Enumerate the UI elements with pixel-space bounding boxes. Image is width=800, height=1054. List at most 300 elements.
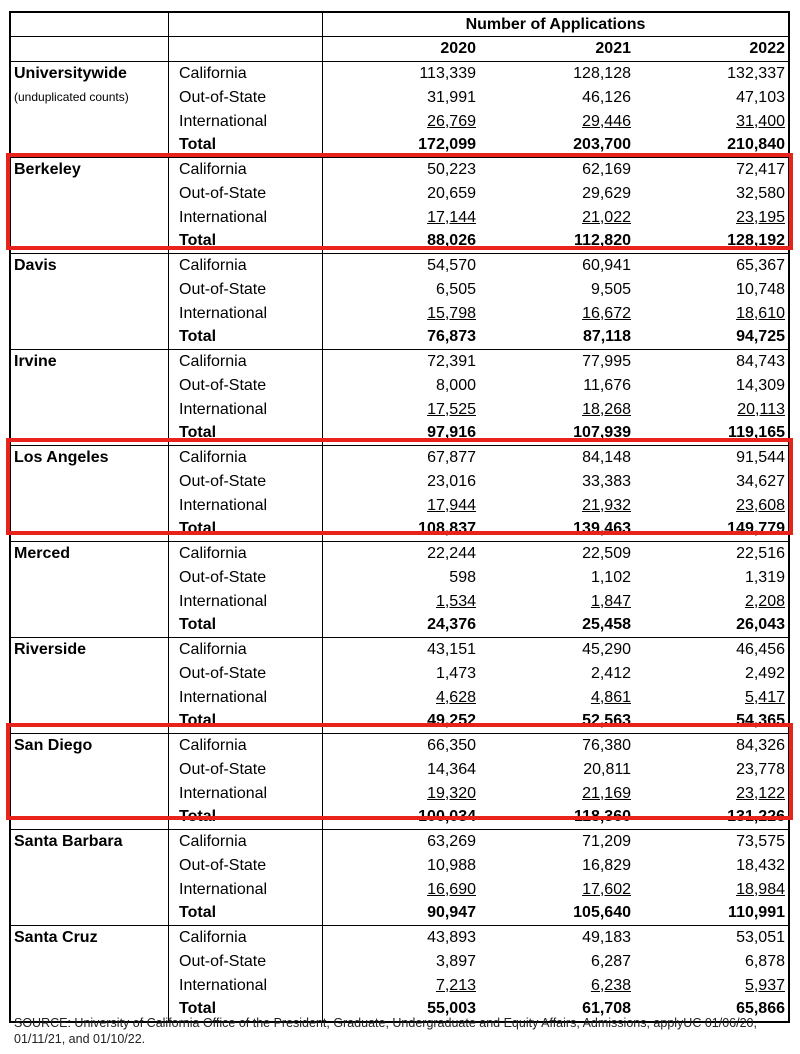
value-cell xyxy=(478,374,633,398)
value-text: 21,022 xyxy=(582,208,631,226)
campus-group xyxy=(11,638,788,734)
value-text: 128,128 xyxy=(573,65,631,82)
value-text: 65,866 xyxy=(736,1000,785,1018)
category-label: Out-of-State xyxy=(169,662,323,686)
table-row xyxy=(11,86,788,110)
value-cell xyxy=(478,158,633,182)
value-text: 7,213 xyxy=(435,976,476,994)
category-label: International xyxy=(169,110,323,134)
value-cell xyxy=(323,590,478,614)
value-cell xyxy=(323,158,478,182)
campus-cell-empty xyxy=(11,325,169,349)
value-cell xyxy=(323,62,478,86)
value-text: 43,151 xyxy=(427,641,476,658)
value-cell xyxy=(478,62,633,86)
table-row xyxy=(11,782,788,806)
value-text: 10,748 xyxy=(736,280,785,298)
campus-cell-empty xyxy=(11,229,169,253)
value-text: 63,269 xyxy=(427,833,476,850)
campus-cell-empty xyxy=(11,758,169,782)
campus-name: Davis xyxy=(11,254,169,278)
campus-cell-empty xyxy=(11,302,169,326)
table-header-years xyxy=(11,37,788,62)
value-text: 52,563 xyxy=(582,712,631,730)
value-cell xyxy=(323,709,478,733)
value-text: 77,995 xyxy=(582,353,631,370)
value-cell xyxy=(633,325,787,349)
applications-table xyxy=(9,11,790,1023)
campus-cell-empty xyxy=(11,110,169,134)
value-cell xyxy=(478,638,633,662)
value-cell xyxy=(323,542,478,566)
value-cell xyxy=(478,805,633,829)
category-label: Out-of-State xyxy=(169,950,323,974)
value-text: 47,103 xyxy=(736,88,785,106)
category-label: Out-of-State xyxy=(169,758,323,782)
table-row xyxy=(11,854,788,878)
value-cell xyxy=(633,302,787,326)
category-label: International xyxy=(169,494,323,518)
value-text: 23,608 xyxy=(736,496,785,514)
value-text: 31,400 xyxy=(736,112,785,130)
campus-group xyxy=(11,542,788,638)
table-row xyxy=(11,926,788,950)
value-cell xyxy=(633,133,787,157)
table-row xyxy=(11,950,788,974)
value-text: 62,169 xyxy=(582,161,631,178)
value-cell xyxy=(323,278,478,302)
category-label: California xyxy=(169,926,323,950)
value-cell xyxy=(633,734,787,758)
value-text: 22,244 xyxy=(427,545,476,562)
value-cell xyxy=(633,86,787,110)
campus-cell-empty xyxy=(11,613,169,637)
category-label: Out-of-State xyxy=(169,182,323,206)
value-cell xyxy=(633,709,787,733)
value-cell xyxy=(633,278,787,302)
value-text: 18,610 xyxy=(736,304,785,322)
value-cell xyxy=(478,901,633,925)
value-cell xyxy=(323,350,478,374)
value-cell xyxy=(323,638,478,662)
category-label: Out-of-State xyxy=(169,86,323,110)
value-text: 10,988 xyxy=(427,856,476,874)
value-cell xyxy=(323,229,478,253)
campus-group xyxy=(11,350,788,446)
value-text: 87,118 xyxy=(582,328,631,346)
campus-cell-empty xyxy=(11,517,169,541)
category-label: International xyxy=(169,590,323,614)
table-row xyxy=(11,734,788,758)
value-cell xyxy=(323,734,478,758)
campus-cell-empty xyxy=(11,590,169,614)
value-text: 15,798 xyxy=(427,304,476,322)
table-row xyxy=(11,494,788,518)
campus-note: (unduplicated counts) xyxy=(11,86,169,110)
value-text: 46,456 xyxy=(736,641,785,658)
value-text: 14,364 xyxy=(427,760,476,778)
year-header-2021: 2021 xyxy=(595,40,631,57)
value-cell xyxy=(323,182,478,206)
value-cell xyxy=(633,182,787,206)
value-cell xyxy=(323,374,478,398)
table-row xyxy=(11,878,788,902)
value-text: 14,309 xyxy=(736,376,785,394)
table-row xyxy=(11,662,788,686)
category-label: Total xyxy=(169,421,323,445)
category-label: International xyxy=(169,974,323,998)
campus-name: Universitywide xyxy=(11,62,169,86)
value-cell xyxy=(478,950,633,974)
category-label: International xyxy=(169,302,323,326)
value-text: 54,570 xyxy=(427,257,476,274)
value-text: 20,113 xyxy=(737,400,785,418)
year-header-2020: 2020 xyxy=(440,40,476,57)
table-row xyxy=(11,470,788,494)
value-text: 107,939 xyxy=(573,424,631,442)
table-row xyxy=(11,517,788,541)
campus-groups xyxy=(11,62,788,1021)
category-label: Total xyxy=(169,325,323,349)
table-row xyxy=(11,758,788,782)
value-cell xyxy=(323,662,478,686)
value-text: 46,126 xyxy=(582,88,631,106)
value-cell xyxy=(478,613,633,637)
value-text: 84,326 xyxy=(736,737,785,754)
value-cell xyxy=(478,734,633,758)
value-text: 32,580 xyxy=(736,184,785,202)
value-cell xyxy=(633,686,787,710)
value-text: 54,365 xyxy=(736,712,785,730)
category-label: California xyxy=(169,734,323,758)
value-text: 29,629 xyxy=(582,184,631,202)
value-cell xyxy=(633,110,787,134)
value-text: 2,492 xyxy=(744,664,785,682)
value-cell xyxy=(478,446,633,470)
table-row xyxy=(11,254,788,278)
value-text: 20,659 xyxy=(427,184,476,202)
value-cell xyxy=(323,566,478,590)
value-text: 112,820 xyxy=(574,232,631,250)
value-text: 118,360 xyxy=(574,808,631,826)
value-text: 4,861 xyxy=(590,688,631,706)
campus-cell-empty xyxy=(11,709,169,733)
table-row xyxy=(11,350,788,374)
value-text: 108,837 xyxy=(418,520,476,538)
campus-name: Santa Cruz xyxy=(11,926,169,950)
value-text: 1,473 xyxy=(435,664,476,682)
campus-group xyxy=(11,254,788,350)
value-cell xyxy=(633,542,787,566)
value-cell xyxy=(478,302,633,326)
value-cell xyxy=(633,254,787,278)
table-row xyxy=(11,206,788,230)
category-label: California xyxy=(169,638,323,662)
campus-group xyxy=(11,830,788,926)
value-text: 5,937 xyxy=(744,976,785,994)
value-text: 105,640 xyxy=(573,904,631,922)
value-cell xyxy=(633,374,787,398)
value-cell xyxy=(633,590,787,614)
value-cell xyxy=(478,974,633,998)
value-cell xyxy=(478,110,633,134)
value-cell xyxy=(478,517,633,541)
value-text: 31,991 xyxy=(427,88,476,106)
campus-cell-empty xyxy=(11,494,169,518)
value-text: 128,192 xyxy=(727,232,785,250)
value-text: 9,505 xyxy=(590,280,631,298)
value-cell xyxy=(323,110,478,134)
value-text: 5,417 xyxy=(744,688,785,706)
table-header-group xyxy=(11,13,788,37)
table-row xyxy=(11,110,788,134)
value-text: 119,165 xyxy=(728,424,785,442)
value-text: 29,446 xyxy=(582,112,631,130)
campus-cell-empty xyxy=(11,398,169,422)
table-row xyxy=(11,590,788,614)
value-text: 11,676 xyxy=(583,376,631,394)
value-text: 18,432 xyxy=(736,856,785,874)
value-text: 2,208 xyxy=(744,592,785,610)
value-cell xyxy=(478,758,633,782)
table-row xyxy=(11,278,788,302)
value-cell xyxy=(323,517,478,541)
category-label: California xyxy=(169,350,323,374)
value-text: 34,627 xyxy=(736,472,785,490)
value-text: 76,380 xyxy=(582,737,631,754)
value-text: 53,051 xyxy=(736,929,785,946)
value-cell xyxy=(633,446,787,470)
table-row xyxy=(11,686,788,710)
value-cell xyxy=(323,830,478,854)
value-cell xyxy=(633,62,787,86)
campus-group xyxy=(11,158,788,254)
value-cell xyxy=(478,662,633,686)
value-text: 1,847 xyxy=(590,592,631,610)
value-text: 20,811 xyxy=(583,760,631,778)
value-cell xyxy=(478,325,633,349)
value-cell xyxy=(633,901,787,925)
value-text: 43,893 xyxy=(427,929,476,946)
value-text: 203,700 xyxy=(573,136,631,154)
value-text: 23,016 xyxy=(427,472,476,490)
table-row xyxy=(11,182,788,206)
value-cell xyxy=(323,302,478,326)
value-cell xyxy=(323,86,478,110)
category-label: Out-of-State xyxy=(169,854,323,878)
table-row xyxy=(11,133,788,157)
campus-group xyxy=(11,62,788,158)
value-text: 131,226 xyxy=(727,808,785,826)
value-cell xyxy=(323,398,478,422)
value-cell xyxy=(323,901,478,925)
campus-name: Irvine xyxy=(11,350,169,374)
category-label: International xyxy=(169,686,323,710)
value-text: 18,984 xyxy=(736,880,785,898)
value-text: 67,877 xyxy=(427,449,476,466)
value-cell xyxy=(633,350,787,374)
value-cell xyxy=(633,470,787,494)
value-cell xyxy=(478,782,633,806)
value-cell xyxy=(478,686,633,710)
category-label: Total xyxy=(169,133,323,157)
value-cell xyxy=(323,805,478,829)
value-text: 49,183 xyxy=(582,929,631,946)
category-label: California xyxy=(169,446,323,470)
category-label: California xyxy=(169,158,323,182)
value-cell xyxy=(323,254,478,278)
campus-cell-empty xyxy=(11,566,169,590)
value-cell xyxy=(633,662,787,686)
value-cell xyxy=(633,926,787,950)
category-label: Total xyxy=(169,709,323,733)
value-cell xyxy=(633,878,787,902)
value-cell xyxy=(323,782,478,806)
value-text: 113,339 xyxy=(419,65,476,82)
value-cell xyxy=(323,494,478,518)
value-text: 24,376 xyxy=(427,616,476,634)
value-text: 16,829 xyxy=(582,856,631,874)
value-cell xyxy=(323,686,478,710)
campus-name: San Diego xyxy=(11,734,169,758)
value-cell xyxy=(633,830,787,854)
value-text: 110,991 xyxy=(728,904,785,922)
category-label: Total xyxy=(169,997,323,1021)
value-text: 88,026 xyxy=(427,232,476,250)
value-text: 6,878 xyxy=(744,952,785,970)
campus-cell-empty xyxy=(11,950,169,974)
campus-name: Berkeley xyxy=(11,158,169,182)
category-label: Total xyxy=(169,229,323,253)
value-text: 49,252 xyxy=(427,712,476,730)
value-text: 6,238 xyxy=(590,976,631,994)
value-text: 1,319 xyxy=(744,568,785,586)
value-text: 172,099 xyxy=(418,136,476,154)
value-text: 8,000 xyxy=(435,376,476,394)
table-row xyxy=(11,62,788,86)
value-text: 1,102 xyxy=(590,568,631,586)
value-text: 26,769 xyxy=(427,112,476,130)
value-text: 17,944 xyxy=(427,496,476,514)
table-row xyxy=(11,566,788,590)
campus-cell-empty xyxy=(11,878,169,902)
value-cell xyxy=(323,613,478,637)
value-cell xyxy=(633,638,787,662)
value-cell xyxy=(323,470,478,494)
value-text: 45,290 xyxy=(582,641,631,658)
value-cell xyxy=(323,325,478,349)
campus-name: Los Angeles xyxy=(11,446,169,470)
value-cell xyxy=(478,278,633,302)
table-row xyxy=(11,158,788,182)
value-text: 16,672 xyxy=(582,304,631,322)
campus-cell-empty xyxy=(11,974,169,998)
value-cell xyxy=(478,566,633,590)
value-text: 132,337 xyxy=(727,65,785,82)
campus-cell-empty xyxy=(11,470,169,494)
value-text: 61,708 xyxy=(582,1000,631,1018)
campus-cell-empty xyxy=(11,278,169,302)
campus-cell-empty xyxy=(11,854,169,878)
value-cell xyxy=(323,133,478,157)
value-cell xyxy=(323,446,478,470)
value-text: 598 xyxy=(449,568,476,586)
table-row xyxy=(11,398,788,422)
value-cell xyxy=(633,758,787,782)
value-cell xyxy=(633,229,787,253)
value-cell xyxy=(633,421,787,445)
value-cell xyxy=(323,421,478,445)
value-cell xyxy=(478,254,633,278)
value-text: 23,778 xyxy=(736,760,785,778)
table-row xyxy=(11,974,788,998)
campus-name: Riverside xyxy=(11,638,169,662)
value-cell xyxy=(323,758,478,782)
value-cell xyxy=(478,709,633,733)
value-cell xyxy=(478,470,633,494)
category-label: California xyxy=(169,62,323,86)
value-text: 50,223 xyxy=(427,161,476,178)
category-label: Out-of-State xyxy=(169,374,323,398)
value-text: 76,873 xyxy=(427,328,476,346)
campus-cell-empty xyxy=(11,206,169,230)
value-text: 210,840 xyxy=(727,136,785,154)
value-cell xyxy=(478,86,633,110)
value-cell xyxy=(633,974,787,998)
value-text: 18,268 xyxy=(582,400,631,418)
category-label: Total xyxy=(169,517,323,541)
value-text: 6,505 xyxy=(435,280,476,298)
value-cell xyxy=(478,229,633,253)
value-cell xyxy=(633,517,787,541)
category-label: International xyxy=(169,398,323,422)
value-text: 72,417 xyxy=(736,161,785,178)
table-row xyxy=(11,901,788,925)
category-label: California xyxy=(169,830,323,854)
value-cell xyxy=(478,206,633,230)
table-row xyxy=(11,229,788,253)
value-cell xyxy=(478,421,633,445)
value-cell xyxy=(478,590,633,614)
value-text: 100,034 xyxy=(418,808,476,826)
campus-group xyxy=(11,926,788,1021)
value-text: 33,383 xyxy=(582,472,631,490)
value-cell xyxy=(633,950,787,974)
campus-cell-empty xyxy=(11,374,169,398)
category-label: California xyxy=(169,542,323,566)
value-text: 55,003 xyxy=(427,1000,476,1018)
value-text: 6,287 xyxy=(590,952,631,970)
value-cell xyxy=(478,542,633,566)
value-cell xyxy=(478,398,633,422)
value-text: 17,144 xyxy=(427,208,476,226)
value-cell xyxy=(633,854,787,878)
table-row xyxy=(11,830,788,854)
value-cell xyxy=(633,158,787,182)
value-cell xyxy=(323,974,478,998)
campus-cell-empty xyxy=(11,662,169,686)
value-text: 21,169 xyxy=(582,784,631,802)
value-text: 139,463 xyxy=(573,520,631,538)
value-text: 60,941 xyxy=(582,257,631,274)
category-label: Out-of-State xyxy=(169,470,323,494)
category-label: Out-of-State xyxy=(169,566,323,590)
campus-name: Santa Barbara xyxy=(11,830,169,854)
campus-cell-empty xyxy=(11,133,169,157)
value-cell xyxy=(478,878,633,902)
value-cell xyxy=(478,133,633,157)
value-cell xyxy=(323,878,478,902)
